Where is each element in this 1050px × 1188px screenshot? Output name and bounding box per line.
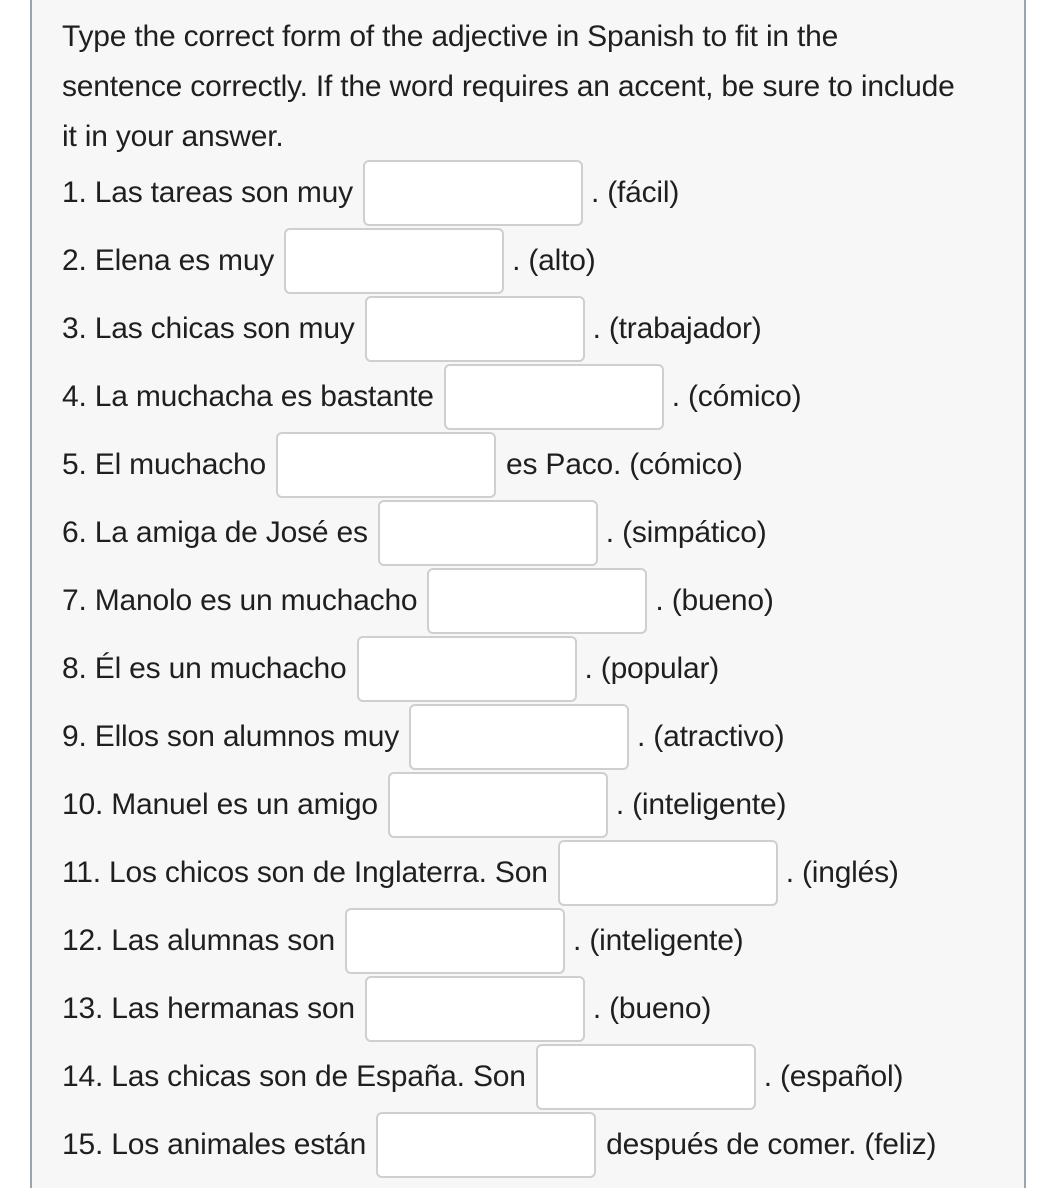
question-10 xyxy=(62,772,786,838)
question-10-suffix: . (inteligente) xyxy=(615,788,787,821)
question-10-prefix: 10. Manuel es un amigo xyxy=(62,788,378,821)
question-14 xyxy=(62,1044,903,1110)
question-12 xyxy=(62,908,743,974)
answer-input-5[interactable] xyxy=(276,432,496,498)
question-2-suffix: . (alto) xyxy=(512,244,596,277)
question-11-prefix: 11. Los chicos son de Inglaterra. Son xyxy=(62,856,548,889)
question-15-suffix: después de comer. (feliz) xyxy=(606,1128,937,1161)
question-5 xyxy=(62,432,743,498)
question-8-prefix: 8. Él es un muchacho xyxy=(62,652,347,685)
question-2-prefix: 2. Elena es muy xyxy=(62,244,275,277)
instructions-text: Type the correct form of the adjective in Spanish to fit in the sentence correctly. If the word requires an accent, be sure to include it in your answer. xyxy=(62,20,955,153)
question-11-suffix: . (inglés) xyxy=(785,856,899,889)
question-7 xyxy=(62,568,774,634)
answer-input-3[interactable] xyxy=(365,296,585,362)
question-12-suffix: . (inteligente) xyxy=(573,924,744,957)
question-9 xyxy=(62,704,784,770)
question-14-suffix: . (español) xyxy=(763,1060,904,1093)
question-11 xyxy=(62,840,899,906)
question-6 xyxy=(62,500,767,566)
question-4-suffix: . (cómico) xyxy=(671,380,802,413)
question-8 xyxy=(62,636,719,702)
answer-input-14[interactable] xyxy=(536,1044,756,1110)
question-1-prefix: 1. Las tareas son muy xyxy=(62,176,353,209)
question-13 xyxy=(62,976,711,1042)
question-3-prefix: 3. Las chicas son muy xyxy=(62,312,355,345)
answer-input-7[interactable] xyxy=(427,568,647,634)
question-9-prefix: 9. Ellos son alumnos muy xyxy=(62,720,400,753)
question-13-suffix: . (bueno) xyxy=(592,992,712,1025)
question-8-suffix: . (popular) xyxy=(584,652,720,685)
question-7-prefix: 7. Manolo es un muchacho xyxy=(62,584,418,617)
question-14-prefix: 14. Las chicas son de España. Son xyxy=(62,1060,526,1093)
question-15 xyxy=(62,1112,936,1178)
question-3-suffix: . (trabajador) xyxy=(592,312,762,345)
question-13-prefix: 13. Las hermanas son xyxy=(62,992,355,1025)
answer-input-13[interactable] xyxy=(365,976,585,1042)
question-1 xyxy=(62,160,679,226)
answer-input-11[interactable] xyxy=(558,840,778,906)
question-5-suffix: es Paco. (cómico) xyxy=(505,448,743,481)
answer-input-10[interactable] xyxy=(388,772,608,838)
question-6-suffix: . (simpático) xyxy=(605,516,767,549)
answer-input-2[interactable] xyxy=(284,228,504,294)
question-4 xyxy=(62,364,801,430)
answer-input-1[interactable] xyxy=(363,160,583,226)
question-2 xyxy=(62,228,596,294)
answer-input-15[interactable] xyxy=(376,1112,596,1178)
question-3 xyxy=(62,296,762,362)
question-6-prefix: 6. La amiga de José es xyxy=(62,516,368,549)
question-5-prefix: 5. El muchacho xyxy=(62,448,266,481)
answer-input-12[interactable] xyxy=(345,908,565,974)
question-4-prefix: 4. La muchacha es bastante xyxy=(62,380,434,413)
question-7-suffix: . (bueno) xyxy=(655,584,774,617)
answer-input-9[interactable] xyxy=(409,704,629,770)
answer-input-8[interactable] xyxy=(357,636,577,702)
question-9-suffix: . (atractivo) xyxy=(637,720,785,753)
answer-input-4[interactable] xyxy=(444,364,664,430)
question-12-prefix: 12. Las alumnas son xyxy=(62,924,336,957)
question-15-prefix: 15. Los animales están xyxy=(62,1128,367,1161)
answer-input-6[interactable] xyxy=(378,500,598,566)
question-1-suffix: . (fácil) xyxy=(590,176,680,209)
